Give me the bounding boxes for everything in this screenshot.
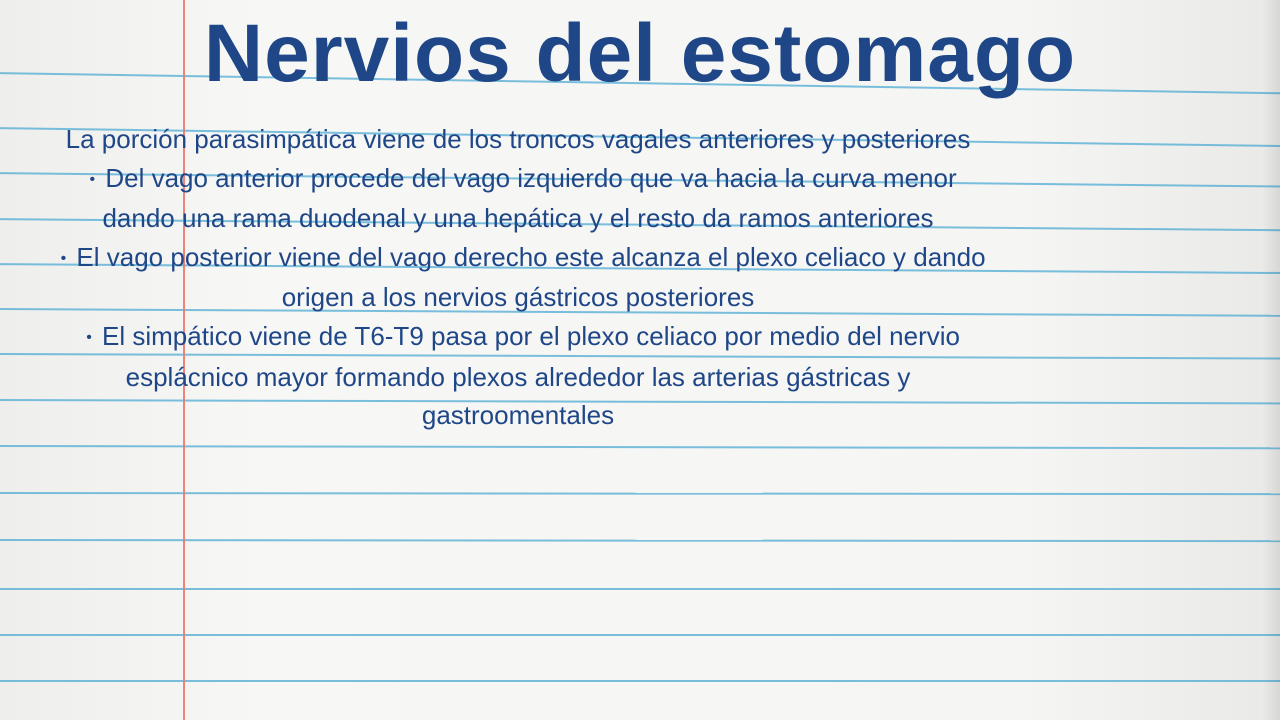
slide-body <box>40 120 996 435</box>
slide-title: Nervios del estomago <box>203 8 1077 99</box>
ruled-line <box>0 492 1280 495</box>
bullet-item-vago-posterior <box>40 238 996 317</box>
page-edge-shadow <box>1262 0 1280 720</box>
bullet-item-vago-anterior <box>40 159 996 238</box>
ruled-line <box>0 588 1280 590</box>
bullet-icon: • <box>86 328 92 346</box>
ruled-line <box>0 634 1280 636</box>
ruled-line <box>0 445 1280 449</box>
ruled-line <box>0 680 1280 682</box>
bullet-item-simpatico <box>40 317 996 435</box>
bullet-icon: • <box>60 249 67 267</box>
ruled-line <box>0 539 1280 542</box>
bullet-icon: • <box>89 170 96 188</box>
bullet-text: Del vago anterior procede del vago izquierdo que va hacia la curva menor dando una rama duodenal y una hepática y el resto da ramos anteriores <box>102 162 957 234</box>
bullet-text: El simpático viene de T6-T9 pasa por el plexo celiaco por medio del nervio esplácnico mayor formando plexos alrededor las arterias gástricas y gastroomentales <box>102 320 960 431</box>
intro-paragraph: La porción parasimpática viene de los troncos vagales anteriores y posteriores <box>65 124 971 154</box>
bullet-text: El vago posterior viene del vago derecho este alcanza el plexo celiaco y dando origen a los nervios gástricos posteriores <box>76 241 986 313</box>
